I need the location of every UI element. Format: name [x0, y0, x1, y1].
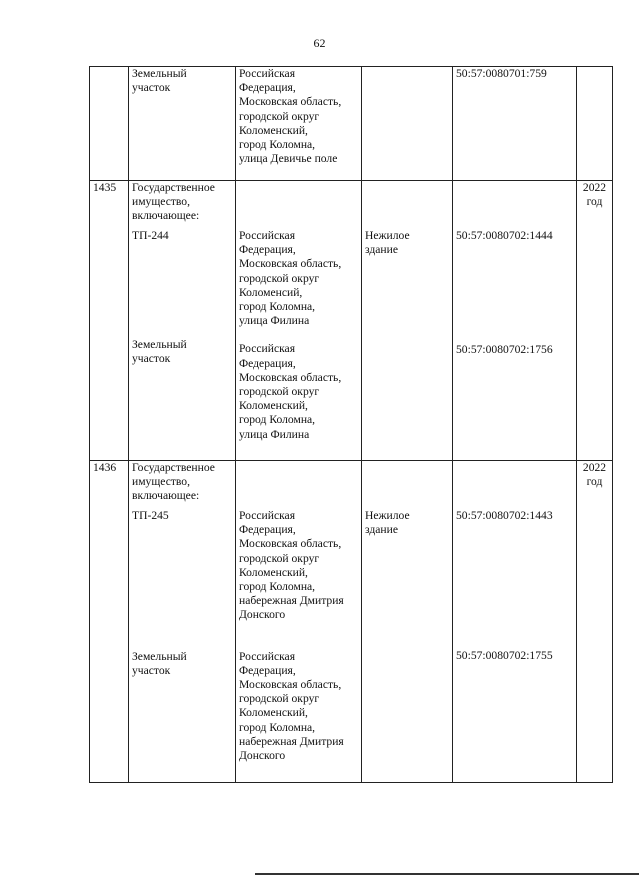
group-header: Государственное имущество, включающее:	[132, 461, 215, 503]
year-cell	[577, 181, 613, 461]
table-row	[90, 461, 613, 783]
object-name-cell	[129, 181, 236, 461]
cadastral-number: 50:57:0080702:1755	[456, 649, 553, 663]
cadastral-cell	[453, 67, 577, 181]
purpose-cell	[362, 181, 453, 461]
year-cell	[577, 67, 613, 181]
object-name: ТП-245	[132, 508, 169, 522]
year: 2022 год	[582, 461, 607, 489]
object-name: Земельный участок	[132, 337, 187, 366]
table-row	[90, 181, 613, 461]
row-number: 1436	[93, 461, 117, 474]
object-name: Земельный участок	[132, 67, 187, 95]
cadastral-number: 50:57:0080702:1443	[456, 509, 553, 522]
year-cell	[577, 461, 613, 783]
property-register-table	[89, 66, 613, 783]
address-cell	[236, 181, 362, 461]
purpose-cell	[362, 67, 453, 181]
row-number-cell	[90, 181, 129, 461]
purpose-cell	[362, 461, 453, 783]
row-number-cell	[90, 67, 129, 181]
row-number-cell	[90, 461, 129, 783]
address-cell	[236, 461, 362, 783]
group-header: Государственное имущество, включающее:	[132, 181, 215, 223]
address-cell	[236, 67, 362, 181]
cadastral-cell	[453, 461, 577, 783]
table-row	[90, 67, 613, 181]
purpose: Нежилое здание	[365, 509, 410, 537]
page-number: 62	[313, 36, 326, 50]
cadastral-number: 50:57:0080701:759	[456, 67, 547, 80]
cadastral-cell	[453, 181, 577, 461]
address: Российская Федерация, Московская область, городской округ Коломенсий, город Коломна, улица Филина	[239, 229, 342, 328]
address: Российская Федерация, Московская область, городской округ Коломенский, город Коломна, улица Девичье поле	[239, 67, 342, 166]
object-name: Земельный участок	[132, 649, 187, 678]
purpose: Нежилое здание	[365, 229, 410, 257]
cadastral-number: 50:57:0080702:1444	[456, 229, 553, 242]
row-number: 1435	[93, 181, 117, 194]
object-name-cell	[129, 461, 236, 783]
object-name-cell	[129, 67, 236, 181]
address: Российская Федерация, Московская область, городской округ Коломенский, город Коломна, улица Филина	[239, 342, 342, 441]
address: Российская Федерация, Московская область, городской округ Коломенский, город Коломна, набережная Дмитрия Донского	[239, 509, 344, 622]
address: Российская Федерация, Московская область, городской округ Коломенский, город Коломна, набережная Дмитрия Донского	[239, 649, 344, 763]
cadastral-number: 50:57:0080702:1756	[456, 343, 553, 357]
object-name: ТП-244	[132, 228, 169, 242]
year: 2022 год	[582, 181, 607, 209]
